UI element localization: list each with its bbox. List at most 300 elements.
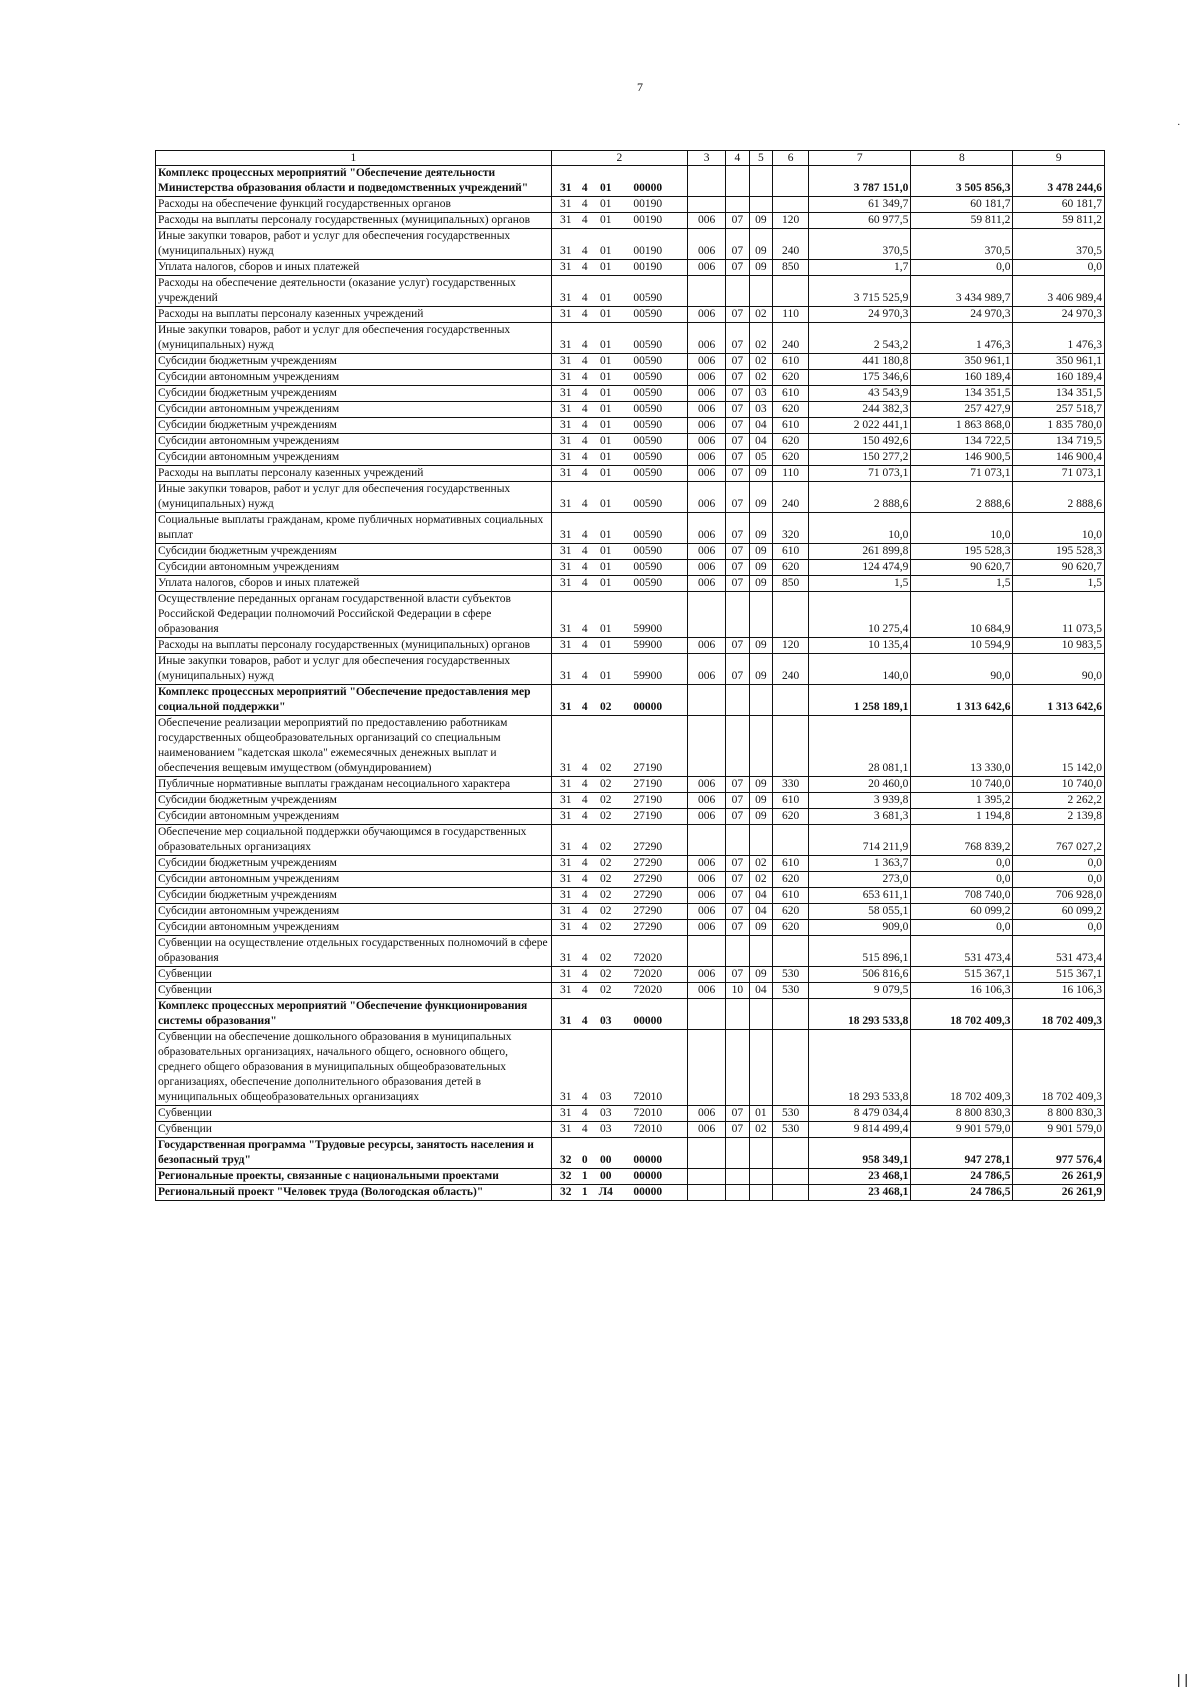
code-direction: 00590 bbox=[633, 387, 663, 399]
row-subsection: 09 bbox=[749, 793, 772, 809]
row-subsection: 01 bbox=[749, 1106, 772, 1122]
row-expense-type: 240 bbox=[773, 229, 809, 260]
row-name: Расходы на выплаты персоналу казенных учреждений bbox=[156, 307, 552, 323]
row-value-year2: 768 839,2 bbox=[911, 825, 1013, 856]
row-value-year1: 175 346,6 bbox=[809, 370, 911, 386]
code-direction: 27190 bbox=[633, 810, 663, 822]
row-ministry: 006 bbox=[687, 920, 725, 936]
row-subsection bbox=[749, 1169, 772, 1185]
code-direction: 00590 bbox=[633, 561, 663, 573]
code-structure: 02 bbox=[600, 794, 612, 806]
row-subsection: 04 bbox=[749, 434, 772, 450]
code-program: 31 bbox=[560, 810, 572, 822]
code-type: 4 bbox=[581, 889, 588, 901]
code-type: 4 bbox=[581, 873, 588, 885]
row-name: Субвенции bbox=[156, 1122, 552, 1138]
row-value-year1: 8 479 034,4 bbox=[809, 1106, 911, 1122]
code-type: 4 bbox=[581, 639, 588, 651]
row-value-year3: 60 099,2 bbox=[1013, 904, 1105, 920]
row-subsection: 09 bbox=[749, 809, 772, 825]
table-row bbox=[156, 1138, 1105, 1169]
table-row bbox=[156, 482, 1105, 513]
table-row bbox=[156, 872, 1105, 888]
row-value-year1: 43 543,9 bbox=[809, 386, 911, 402]
row-ministry: 006 bbox=[687, 544, 725, 560]
row-subsection: 09 bbox=[749, 260, 772, 276]
row-ministry: 006 bbox=[687, 560, 725, 576]
row-ministry: 006 bbox=[687, 434, 725, 450]
row-value-year1: 9 079,5 bbox=[809, 983, 911, 999]
row-value-year2: 195 528,3 bbox=[911, 544, 1013, 560]
code-structure: 01 bbox=[600, 214, 612, 226]
table-row bbox=[156, 716, 1105, 777]
code-program: 31 bbox=[560, 984, 572, 996]
row-expense-type: 610 bbox=[773, 354, 809, 370]
row-value-year1: 515 896,1 bbox=[809, 936, 911, 967]
code-program: 31 bbox=[560, 873, 572, 885]
code-direction: 27190 bbox=[633, 762, 663, 774]
row-value-year1: 1 363,7 bbox=[809, 856, 911, 872]
row-code bbox=[551, 777, 687, 793]
code-structure: 01 bbox=[600, 292, 612, 304]
code-type: 4 bbox=[581, 308, 588, 320]
table-row bbox=[156, 685, 1105, 716]
row-value-year3: 160 189,4 bbox=[1013, 370, 1105, 386]
table-row bbox=[156, 544, 1105, 560]
row-value-year2: 0,0 bbox=[911, 260, 1013, 276]
code-direction: 00590 bbox=[633, 577, 663, 589]
table-row bbox=[156, 904, 1105, 920]
col-header-5: 5 bbox=[749, 151, 772, 166]
row-value-year3: 1 476,3 bbox=[1013, 323, 1105, 354]
row-value-year1: 60 977,5 bbox=[809, 213, 911, 229]
row-section: 07 bbox=[726, 466, 749, 482]
code-program: 31 bbox=[560, 701, 572, 713]
row-code bbox=[551, 809, 687, 825]
code-direction: 72010 bbox=[633, 1107, 663, 1119]
table-row bbox=[156, 307, 1105, 323]
row-code bbox=[551, 1138, 687, 1169]
row-value-year2: 18 702 409,3 bbox=[911, 1030, 1013, 1106]
row-ministry: 006 bbox=[687, 354, 725, 370]
row-value-year3: 90,0 bbox=[1013, 654, 1105, 685]
code-type: 4 bbox=[581, 498, 588, 510]
code-type: 4 bbox=[581, 261, 588, 273]
row-section: 07 bbox=[726, 434, 749, 450]
row-name: Расходы на выплаты персоналу государственных (муниципальных) органов bbox=[156, 638, 552, 654]
code-structure: 02 bbox=[600, 762, 612, 774]
code-type: 4 bbox=[581, 182, 588, 194]
code-direction: 27290 bbox=[633, 921, 663, 933]
row-subsection bbox=[749, 197, 772, 213]
code-program: 31 bbox=[560, 921, 572, 933]
row-subsection: 03 bbox=[749, 386, 772, 402]
code-type: 4 bbox=[581, 857, 588, 869]
row-ministry: 006 bbox=[687, 260, 725, 276]
code-program: 31 bbox=[560, 1091, 572, 1103]
code-program: 31 bbox=[560, 905, 572, 917]
row-code bbox=[551, 260, 687, 276]
row-subsection: 04 bbox=[749, 418, 772, 434]
code-type: 4 bbox=[581, 1107, 588, 1119]
row-expense-type: 120 bbox=[773, 638, 809, 654]
row-value-year3: 59 811,2 bbox=[1013, 213, 1105, 229]
row-ministry: 006 bbox=[687, 307, 725, 323]
code-program: 32 bbox=[560, 1186, 572, 1198]
code-type: 4 bbox=[581, 355, 588, 367]
table-row bbox=[156, 166, 1105, 197]
row-value-year1: 3 681,3 bbox=[809, 809, 911, 825]
row-value-year3: 10,0 bbox=[1013, 513, 1105, 544]
code-program: 31 bbox=[560, 545, 572, 557]
code-type: 0 bbox=[581, 1154, 588, 1166]
row-ministry bbox=[687, 1169, 725, 1185]
table-row bbox=[156, 777, 1105, 793]
row-section bbox=[726, 1185, 749, 1201]
row-value-year1: 714 211,9 bbox=[809, 825, 911, 856]
row-value-year2: 350 961,1 bbox=[911, 354, 1013, 370]
code-structure: 02 bbox=[600, 952, 612, 964]
row-name: Обеспечение мер социальной поддержки обучающимся в государственных образовательных организациях bbox=[156, 825, 552, 856]
row-section bbox=[726, 276, 749, 307]
code-type: 4 bbox=[581, 623, 588, 635]
code-direction: 00190 bbox=[633, 245, 663, 257]
code-direction: 00590 bbox=[633, 371, 663, 383]
row-expense-type: 610 bbox=[773, 888, 809, 904]
row-section bbox=[726, 166, 749, 197]
row-section bbox=[726, 1169, 749, 1185]
row-name: Иные закупки товаров, работ и услуг для обеспечения государственных (муниципальных) нужд bbox=[156, 482, 552, 513]
row-value-year1: 506 816,6 bbox=[809, 967, 911, 983]
code-program: 31 bbox=[560, 1015, 572, 1027]
code-direction: 00000 bbox=[633, 1015, 663, 1027]
row-code bbox=[551, 370, 687, 386]
code-structure: 01 bbox=[600, 355, 612, 367]
row-ministry: 006 bbox=[687, 466, 725, 482]
row-subsection: 02 bbox=[749, 856, 772, 872]
row-value-year3: 60 181,7 bbox=[1013, 197, 1105, 213]
code-program: 31 bbox=[560, 561, 572, 573]
row-section: 07 bbox=[726, 386, 749, 402]
code-program: 31 bbox=[560, 577, 572, 589]
row-name: Государственная программа "Трудовые ресурсы, занятость населения и безопасный труд" bbox=[156, 1138, 552, 1169]
table-body bbox=[156, 166, 1105, 1201]
code-program: 31 bbox=[560, 498, 572, 510]
row-expense-type: 330 bbox=[773, 777, 809, 793]
col-header-7: 7 bbox=[809, 151, 911, 166]
row-value-year2: 1 863 868,0 bbox=[911, 418, 1013, 434]
row-subsection: 04 bbox=[749, 983, 772, 999]
row-name: Публичные нормативные выплаты гражданам несоциального характера bbox=[156, 777, 552, 793]
row-ministry: 006 bbox=[687, 983, 725, 999]
row-section: 07 bbox=[726, 793, 749, 809]
row-value-year3: 0,0 bbox=[1013, 260, 1105, 276]
code-direction: 27290 bbox=[633, 857, 663, 869]
row-name: Субвенции на обеспечение дошкольного образования в муниципальных образовательных организациях, начального общего, основного общего, среднего общего образования в муниципальных общеобразовательных организациях, обеспечение дополнительного образования детей в муниципальных общеобразовательных организациях bbox=[156, 1030, 552, 1106]
row-value-year3: 18 702 409,3 bbox=[1013, 999, 1105, 1030]
table-row bbox=[156, 1030, 1105, 1106]
row-section: 07 bbox=[726, 482, 749, 513]
code-structure: 03 bbox=[600, 1107, 612, 1119]
table-row bbox=[156, 197, 1105, 213]
row-ministry: 006 bbox=[687, 513, 725, 544]
edge-mark: . bbox=[1177, 117, 1180, 128]
row-code bbox=[551, 654, 687, 685]
row-ministry: 006 bbox=[687, 872, 725, 888]
row-value-year3: 1 313 642,6 bbox=[1013, 685, 1105, 716]
row-ministry: 006 bbox=[687, 576, 725, 592]
row-subsection: 03 bbox=[749, 402, 772, 418]
row-value-year3: 10 740,0 bbox=[1013, 777, 1105, 793]
row-name: Субсидии автономным учреждениям bbox=[156, 872, 552, 888]
budget-table bbox=[155, 150, 1105, 1201]
row-value-year1: 150 277,2 bbox=[809, 450, 911, 466]
row-ministry: 006 bbox=[687, 450, 725, 466]
code-type: 4 bbox=[581, 435, 588, 447]
row-subsection: 02 bbox=[749, 872, 772, 888]
row-name: Субсидии бюджетным учреждениям bbox=[156, 386, 552, 402]
row-value-year1: 958 349,1 bbox=[809, 1138, 911, 1169]
row-name: Расходы на обеспечение функций государственных органов bbox=[156, 197, 552, 213]
row-code bbox=[551, 825, 687, 856]
row-section: 07 bbox=[726, 323, 749, 354]
code-direction: 00590 bbox=[633, 545, 663, 557]
row-subsection: 04 bbox=[749, 888, 772, 904]
table-row bbox=[156, 450, 1105, 466]
row-code bbox=[551, 576, 687, 592]
code-direction: 27290 bbox=[633, 873, 663, 885]
code-direction: 00190 bbox=[633, 214, 663, 226]
row-expense-type: 610 bbox=[773, 856, 809, 872]
row-value-year1: 10,0 bbox=[809, 513, 911, 544]
row-ministry bbox=[687, 276, 725, 307]
row-code bbox=[551, 1030, 687, 1106]
row-subsection bbox=[749, 1030, 772, 1106]
row-subsection bbox=[749, 936, 772, 967]
row-name: Субсидии бюджетным учреждениям bbox=[156, 544, 552, 560]
code-direction: 72020 bbox=[633, 984, 663, 996]
table-row bbox=[156, 936, 1105, 967]
table-row bbox=[156, 983, 1105, 999]
row-name: Субсидии бюджетным учреждениям bbox=[156, 888, 552, 904]
row-code bbox=[551, 229, 687, 260]
row-section bbox=[726, 825, 749, 856]
code-direction: 59900 bbox=[633, 623, 663, 635]
row-expense-type bbox=[773, 999, 809, 1030]
code-type: 4 bbox=[581, 810, 588, 822]
code-structure: 00 bbox=[600, 1170, 612, 1182]
row-code bbox=[551, 999, 687, 1030]
row-ministry: 006 bbox=[687, 638, 725, 654]
table-row bbox=[156, 560, 1105, 576]
code-structure: 02 bbox=[600, 873, 612, 885]
corner-mark: | | bbox=[1176, 1671, 1188, 1687]
code-type: 4 bbox=[581, 214, 588, 226]
code-direction: 00000 bbox=[633, 182, 663, 194]
row-value-year1: 20 460,0 bbox=[809, 777, 911, 793]
row-code bbox=[551, 386, 687, 402]
code-structure: 01 bbox=[600, 670, 612, 682]
row-name: Субсидии автономным учреждениям bbox=[156, 904, 552, 920]
row-value-year1: 441 180,8 bbox=[809, 354, 911, 370]
code-direction: 00000 bbox=[633, 1154, 663, 1166]
code-structure: 01 bbox=[600, 198, 612, 210]
row-expense-type: 530 bbox=[773, 1122, 809, 1138]
row-expense-type: 530 bbox=[773, 983, 809, 999]
code-program: 31 bbox=[560, 261, 572, 273]
code-direction: 00590 bbox=[633, 419, 663, 431]
row-expense-type bbox=[773, 1185, 809, 1201]
code-type: 4 bbox=[581, 1091, 588, 1103]
row-ministry bbox=[687, 1138, 725, 1169]
code-type: 4 bbox=[581, 968, 588, 980]
row-subsection: 05 bbox=[749, 450, 772, 466]
code-program: 31 bbox=[560, 841, 572, 853]
row-ministry: 006 bbox=[687, 386, 725, 402]
row-value-year3: 134 351,5 bbox=[1013, 386, 1105, 402]
row-subsection: 09 bbox=[749, 920, 772, 936]
table-row bbox=[156, 1122, 1105, 1138]
row-expense-type: 620 bbox=[773, 920, 809, 936]
code-direction: 00190 bbox=[633, 261, 663, 273]
row-subsection: 09 bbox=[749, 576, 772, 592]
code-program: 31 bbox=[560, 623, 572, 635]
row-section: 07 bbox=[726, 229, 749, 260]
row-value-year2: 90 620,7 bbox=[911, 560, 1013, 576]
row-value-year1: 1,5 bbox=[809, 576, 911, 592]
row-ministry: 006 bbox=[687, 323, 725, 354]
code-direction: 00190 bbox=[633, 198, 663, 210]
code-direction: 00590 bbox=[633, 339, 663, 351]
row-code bbox=[551, 920, 687, 936]
code-structure: 01 bbox=[600, 577, 612, 589]
code-type: 1 bbox=[581, 1170, 588, 1182]
code-type: 4 bbox=[581, 794, 588, 806]
row-value-year2: 10 740,0 bbox=[911, 777, 1013, 793]
row-code bbox=[551, 307, 687, 323]
row-expense-type bbox=[773, 197, 809, 213]
row-value-year1: 10 135,4 bbox=[809, 638, 911, 654]
row-value-year1: 61 349,7 bbox=[809, 197, 911, 213]
row-expense-type: 530 bbox=[773, 1106, 809, 1122]
code-structure: 00 bbox=[600, 1154, 612, 1166]
table-row bbox=[156, 323, 1105, 354]
row-section: 07 bbox=[726, 544, 749, 560]
row-code bbox=[551, 354, 687, 370]
code-structure: 03 bbox=[600, 1123, 612, 1135]
row-value-year3: 10 983,5 bbox=[1013, 638, 1105, 654]
row-code bbox=[551, 685, 687, 716]
row-code bbox=[551, 872, 687, 888]
code-program: 31 bbox=[560, 529, 572, 541]
row-code bbox=[551, 638, 687, 654]
row-section: 07 bbox=[726, 888, 749, 904]
row-ministry bbox=[687, 166, 725, 197]
row-value-year1: 58 055,1 bbox=[809, 904, 911, 920]
code-program: 31 bbox=[560, 857, 572, 869]
row-value-year3: 90 620,7 bbox=[1013, 560, 1105, 576]
row-value-year3: 2 888,6 bbox=[1013, 482, 1105, 513]
code-type: 4 bbox=[581, 921, 588, 933]
page-number: 7 bbox=[637, 80, 643, 94]
row-expense-type: 850 bbox=[773, 260, 809, 276]
code-structure: 01 bbox=[600, 623, 612, 635]
row-code bbox=[551, 904, 687, 920]
code-program: 31 bbox=[560, 794, 572, 806]
table-row bbox=[156, 260, 1105, 276]
row-subsection: 09 bbox=[749, 544, 772, 560]
code-direction: 72020 bbox=[633, 968, 663, 980]
code-direction: 00000 bbox=[633, 1170, 663, 1182]
code-type: 4 bbox=[581, 387, 588, 399]
code-program: 31 bbox=[560, 778, 572, 790]
row-expense-type: 320 bbox=[773, 513, 809, 544]
row-value-year3: 195 528,3 bbox=[1013, 544, 1105, 560]
table-row bbox=[156, 276, 1105, 307]
row-subsection: 02 bbox=[749, 307, 772, 323]
code-structure: 01 bbox=[600, 245, 612, 257]
row-section bbox=[726, 999, 749, 1030]
row-ministry: 006 bbox=[687, 1122, 725, 1138]
table-row bbox=[156, 402, 1105, 418]
row-name: Иные закупки товаров, работ и услуг для обеспечения государственных (муниципальных) нужд bbox=[156, 323, 552, 354]
col-header-2: 2 bbox=[551, 151, 687, 166]
row-value-year2: 9 901 579,0 bbox=[911, 1122, 1013, 1138]
table-row bbox=[156, 999, 1105, 1030]
row-subsection: 09 bbox=[749, 967, 772, 983]
row-value-year2: 1 313 642,6 bbox=[911, 685, 1013, 716]
code-program: 31 bbox=[560, 435, 572, 447]
table-row bbox=[156, 386, 1105, 402]
row-value-year1: 140,0 bbox=[809, 654, 911, 685]
code-type: 4 bbox=[581, 419, 588, 431]
row-value-year1: 261 899,8 bbox=[809, 544, 911, 560]
row-name: Осуществление переданных органам государственной власти субъектов Российской Федерации полномочий Российской Федерации в сфере образования bbox=[156, 592, 552, 638]
code-type: 4 bbox=[581, 905, 588, 917]
row-name: Комплекс процессных мероприятий "Обеспечение функционирования системы образования" bbox=[156, 999, 552, 1030]
code-direction: 59900 bbox=[633, 670, 663, 682]
row-expense-type bbox=[773, 592, 809, 638]
row-value-year3: 18 702 409,3 bbox=[1013, 1030, 1105, 1106]
table-row bbox=[156, 920, 1105, 936]
row-value-year1: 3 939,8 bbox=[809, 793, 911, 809]
table-row bbox=[156, 809, 1105, 825]
table-row bbox=[156, 888, 1105, 904]
table-row bbox=[156, 967, 1105, 983]
row-name: Субсидии бюджетным учреждениям bbox=[156, 793, 552, 809]
row-expense-type bbox=[773, 685, 809, 716]
row-value-year1: 150 492,6 bbox=[809, 434, 911, 450]
table-row bbox=[156, 1106, 1105, 1122]
row-value-year1: 909,0 bbox=[809, 920, 911, 936]
row-section: 07 bbox=[726, 418, 749, 434]
code-type: 4 bbox=[581, 577, 588, 589]
row-value-year1: 3 787 151,0 bbox=[809, 166, 911, 197]
row-ministry: 006 bbox=[687, 370, 725, 386]
row-value-year3: 24 970,3 bbox=[1013, 307, 1105, 323]
code-structure: 01 bbox=[600, 182, 612, 194]
row-value-year2: 10 684,9 bbox=[911, 592, 1013, 638]
row-value-year3: 1,5 bbox=[1013, 576, 1105, 592]
row-value-year3: 515 367,1 bbox=[1013, 967, 1105, 983]
row-value-year2: 708 740,0 bbox=[911, 888, 1013, 904]
table-row bbox=[156, 354, 1105, 370]
row-name: Субсидии бюджетным учреждениям bbox=[156, 856, 552, 872]
code-program: 31 bbox=[560, 339, 572, 351]
code-type: 4 bbox=[581, 984, 588, 996]
row-value-year3: 134 719,5 bbox=[1013, 434, 1105, 450]
row-ministry: 006 bbox=[687, 402, 725, 418]
